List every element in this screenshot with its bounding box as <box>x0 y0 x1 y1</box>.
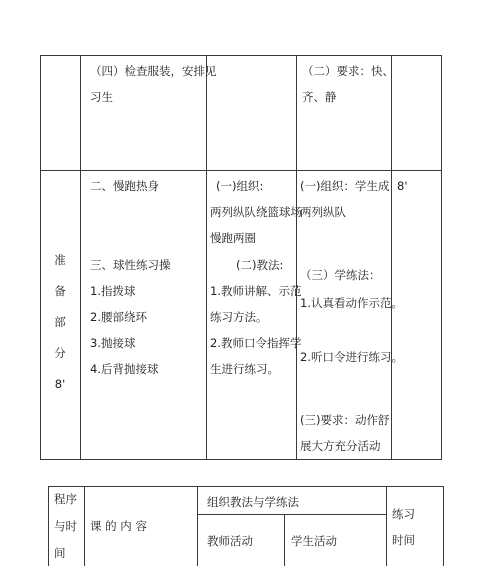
teacher-method-line4: 生进行练习。 <box>210 362 279 376</box>
table2-sub-divider <box>284 514 285 566</box>
teacher-method-title: (二)教法: <box>236 258 284 272</box>
content-ball-practice: 三、球性练习操 <box>90 258 171 272</box>
student-method-line1: 1.认真看动作示范。 <box>300 296 403 310</box>
row1-content-line1: （四）检查服装，安排见 <box>90 64 217 78</box>
table1-left-border <box>40 55 41 460</box>
student-method-line2: 2.听口令进行练习。 <box>300 350 403 364</box>
table2-right-border <box>443 486 444 566</box>
teacher-org-title: (一)组织: <box>216 179 264 193</box>
student-org-line1: (一)组织：学生成 <box>300 179 390 193</box>
content-item-1: 1.指拨球 <box>90 284 136 298</box>
table1-col-divider-3 <box>296 55 297 460</box>
content-item-4: 4.后背抛接球 <box>90 362 159 376</box>
student-method-title: （三）学练法： <box>300 268 381 282</box>
student-req-line2: 展大方充分活动 <box>300 439 381 453</box>
header-org-methods: 组织教法与学练法 <box>207 495 299 509</box>
table1-row-divider <box>40 170 442 171</box>
teacher-method-line3: 2.教师口令指挥学 <box>210 336 302 350</box>
header-teacher-activity: 教师活动 <box>207 534 253 548</box>
teacher-method-line1: 1.教师讲解、示范 <box>210 284 302 298</box>
row1-student-line1: （二）要求：快、 <box>302 64 394 78</box>
content-item-3: 3.抛接球 <box>90 336 136 350</box>
content-warmup: 二、慢跑热身 <box>90 179 159 193</box>
practice-time: 8' <box>397 179 408 193</box>
row1-content-line2: 习生 <box>90 90 113 104</box>
table2-left-border <box>48 486 49 566</box>
table2-top-border <box>48 486 444 487</box>
table2-col-divider-1 <box>84 486 85 566</box>
stage-time: 8' <box>54 377 66 391</box>
header-program-line3: 间 <box>54 546 66 560</box>
table2-subheader-divider <box>197 514 387 515</box>
stage-char-3: 部 <box>54 315 66 329</box>
content-item-2: 2.腰部绕环 <box>90 310 147 324</box>
student-req-line1: (三)要求：动作舒 <box>300 413 390 427</box>
table1-col-divider-4 <box>391 55 392 460</box>
stage-char-4: 分 <box>54 346 66 360</box>
table2-col-divider-3 <box>386 486 387 566</box>
header-student-activity: 学生活动 <box>291 534 337 548</box>
lower-table-header <box>0 460 500 566</box>
table1-right-border <box>441 55 442 460</box>
header-practice-line1: 练习 <box>392 507 415 521</box>
teacher-org-line1: 两列纵队绕篮球场 <box>210 205 302 219</box>
header-program-line1: 程序 <box>54 492 77 506</box>
stage-char-2: 备 <box>54 284 66 298</box>
teacher-method-line2: 练习方法。 <box>210 310 268 324</box>
header-program-line2: 与时 <box>54 519 77 533</box>
table2-col-divider-2 <box>197 486 198 566</box>
table1-col-divider-2 <box>206 55 207 460</box>
table1-col-divider-1 <box>80 55 81 460</box>
stage-char-1: 准 <box>54 253 66 267</box>
table1-top-border <box>40 55 442 56</box>
teacher-org-line2: 慢跑两圈 <box>210 231 256 245</box>
row1-student-line2: 齐、静 <box>302 90 337 104</box>
header-lesson-content: 课 的 内 容 <box>90 519 147 533</box>
header-practice-line2: 时间 <box>392 533 415 547</box>
student-org-line2: 两列纵队 <box>300 205 346 219</box>
